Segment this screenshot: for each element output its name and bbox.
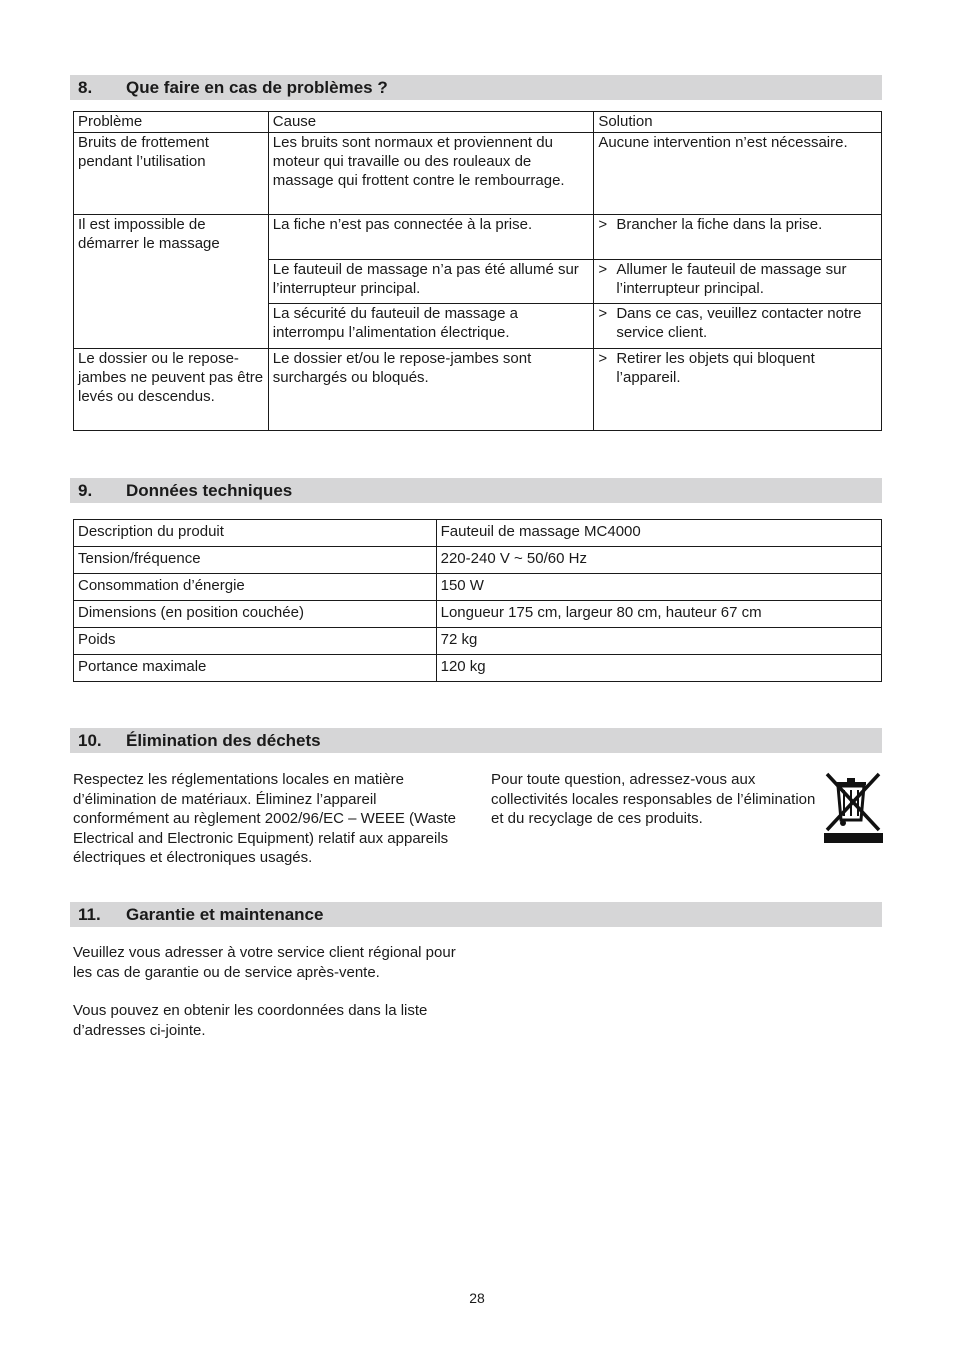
spec-value: 72 kg bbox=[436, 628, 881, 655]
section-number: 10. bbox=[78, 731, 102, 750]
table-header-row bbox=[74, 112, 882, 133]
spec-label: Poids bbox=[74, 628, 437, 655]
cause-cell: Le dossier et/ou le repose-jambes sont surchargés ou bloqués. bbox=[268, 349, 594, 431]
disposal-text-right: Pour toute question, adressez-vous aux collectivités locales responsables de l’élimination et du recyclage de ces produits. bbox=[491, 771, 816, 827]
cause-cell: La sécurité du fauteuil de massage a interrompu l’alimentation électrique. bbox=[268, 304, 594, 349]
troubleshooting-table bbox=[73, 111, 882, 431]
solution-text: Retirer les objets qui bloquent l’appareil. bbox=[616, 350, 815, 386]
solution-text: Dans ce cas, veuillez contacter notre service client. bbox=[616, 305, 862, 341]
spec-value: Longueur 175 cm, largeur 80 cm, hauteur 67 cm bbox=[436, 601, 881, 628]
spec-label: Tension/fréquence bbox=[74, 547, 437, 574]
table-row bbox=[74, 349, 882, 431]
section-10-heading bbox=[70, 728, 882, 753]
solution-text: Aucune intervention n’est nécessaire. bbox=[598, 134, 848, 151]
warranty-paragraph-2: Vous pouvez en obtenir les coordonnées dans la liste d’adresses ci-jointe. bbox=[73, 1002, 428, 1039]
solution-cell bbox=[594, 215, 882, 260]
table-row bbox=[74, 601, 882, 628]
section-11-heading bbox=[70, 902, 882, 927]
spec-value: Fauteuil de massage MC4000 bbox=[436, 520, 881, 547]
cause-cell: Les bruits sont normaux et proviennent du moteur qui travaille ou des rouleaux de massage qui frottent contre le rembourrage. bbox=[268, 133, 594, 215]
column-header: Problème bbox=[74, 112, 269, 133]
section-number: 8. bbox=[78, 78, 93, 97]
page-number: 28 bbox=[469, 1290, 485, 1306]
problem-cell: Il est impossible de démarrer le massage bbox=[74, 215, 269, 349]
spec-label: Description du produit bbox=[74, 520, 437, 547]
section-8-heading bbox=[70, 75, 882, 100]
bullet-marker: > bbox=[598, 305, 608, 322]
spec-label: Portance maximale bbox=[74, 655, 437, 682]
table-row bbox=[74, 574, 882, 601]
weee-crossed-bin-icon bbox=[823, 770, 883, 844]
spec-value: 120 kg bbox=[436, 655, 881, 682]
section-number: 11. bbox=[78, 905, 101, 924]
spec-label: Dimensions (en position couchée) bbox=[74, 601, 437, 628]
column-header: Cause bbox=[268, 112, 594, 133]
table-row bbox=[74, 133, 882, 215]
solution-cell bbox=[594, 133, 882, 215]
technical-data-table bbox=[73, 519, 882, 682]
warranty-paragraph-1: Veuillez vous adresser à votre service client régional pour les cas de garantie ou de service après-vente. bbox=[73, 944, 456, 981]
problem-cell: Le dossier ou le repose-jambes ne peuvent pas être levés ou descendus. bbox=[74, 349, 269, 431]
solution-cell bbox=[594, 304, 882, 349]
bullet-marker: > bbox=[598, 216, 608, 233]
table-row bbox=[74, 520, 882, 547]
problem-cell: Bruits de frottement pendant l’utilisation bbox=[74, 133, 269, 215]
spec-label: Consommation d’énergie bbox=[74, 574, 437, 601]
spec-value: 220-240 V ~ 50/60 Hz bbox=[436, 547, 881, 574]
table-row bbox=[74, 655, 882, 682]
solution-text: Brancher la fiche dans la prise. bbox=[616, 216, 823, 233]
spec-value: 150 W bbox=[436, 574, 881, 601]
section-number: 9. bbox=[78, 481, 93, 500]
cause-cell: Le fauteuil de massage n’a pas été allumé sur l’interrupteur principal. bbox=[268, 260, 594, 304]
section-title: Garantie et maintenance bbox=[126, 905, 324, 924]
table-row bbox=[74, 628, 882, 655]
solution-text: Allumer le fauteuil de massage sur l’interrupteur principal. bbox=[616, 261, 847, 297]
disposal-text-left: Respectez les réglementations locales en matière d’élimination de matériaux. Éliminez l’appareil conformément au règlement 2002/96/EC – WEEE (Waste Electrical and Electronic Equipment) relatif aux appareils électriques et électroniques usagés. bbox=[73, 771, 456, 866]
section-title: Données techniques bbox=[126, 481, 293, 500]
section-9-heading bbox=[70, 478, 882, 503]
column-header: Solution bbox=[594, 112, 882, 133]
cause-cell: La fiche n’est pas connectée à la prise. bbox=[268, 215, 594, 260]
solution-cell bbox=[594, 260, 882, 304]
bullet-marker: > bbox=[598, 261, 608, 278]
section-title: Élimination des déchets bbox=[126, 731, 321, 750]
table-row bbox=[74, 215, 882, 260]
bullet-marker: > bbox=[598, 350, 608, 367]
section-title: Que faire en cas de problèmes ? bbox=[126, 78, 388, 97]
solution-cell bbox=[594, 349, 882, 431]
table-row bbox=[74, 547, 882, 574]
